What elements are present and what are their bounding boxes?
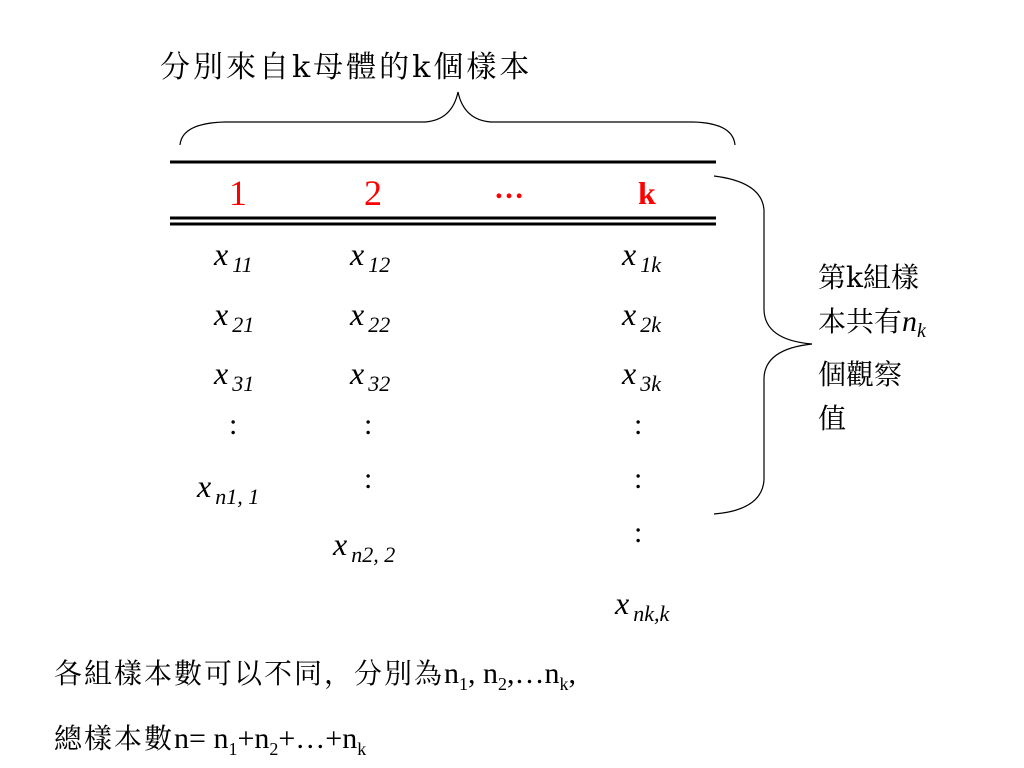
vdots-colk-a: : <box>634 408 643 441</box>
cell-x31: x $_{31}$ <box>214 355 255 396</box>
vdots-colk-b: : <box>634 462 643 495</box>
footer-line2-math-term: $n_k$ <box>342 722 367 759</box>
footer-line2-math-text: + <box>237 722 255 755</box>
top-brace <box>180 92 735 145</box>
side-note <box>818 256 926 441</box>
side-note-line2: 本共有$n_k$ <box>818 305 926 342</box>
footer-line1: 各組樣本數可以不同，分別為$n_1$, $n_2,\dots n_k$, <box>54 657 577 694</box>
vdots-col2-b: : <box>364 462 373 495</box>
cell-x22: x $_{22}$ <box>350 296 391 337</box>
footer-line1-math-term: $n_2$ <box>483 657 508 694</box>
cell-xnk: x $_{nk,k}$ <box>615 585 670 626</box>
cell-x1k: x $_{1k}$ <box>622 236 661 277</box>
cell-xn2: x $_{n2, 2}$ <box>333 526 396 567</box>
header-ellipsis: … <box>494 172 524 205</box>
cell-xn1: x $_{n1, 1}$ <box>197 468 260 509</box>
footer-line2-math-term: $n_1$ <box>213 722 238 759</box>
diagram-title: 分別來自k母體的k個樣本 <box>160 50 533 85</box>
footer-line1-math-term: $n_k$ <box>544 657 569 694</box>
cell-x32: x $_{32}$ <box>350 355 391 396</box>
side-note-line1: 第k組樣 <box>818 261 919 294</box>
vdots-colk-c: : <box>634 516 643 549</box>
header-col-2: 2 <box>364 173 382 213</box>
cell-x11: x $_{11}$ <box>214 236 253 277</box>
footer-line2-math-term: $n_2$ <box>254 722 279 759</box>
cell-x21: x $_{21}$ <box>214 296 255 337</box>
vdots-col1: : <box>229 408 238 441</box>
vdots-col2-a: : <box>364 408 373 441</box>
header-col-1: 1 <box>229 173 247 213</box>
footer-line2-math-text: n= <box>174 722 214 755</box>
footer-line1-math-text: , <box>468 657 484 690</box>
cell-x12: x $_{12}$ <box>350 236 391 277</box>
side-note-line3: 個觀察 <box>818 358 903 391</box>
cell-x2k: x $_{2k}$ <box>622 296 661 337</box>
footer-line1-math-text: , <box>568 657 577 690</box>
footer-line1-math-term: $n_1$ <box>444 657 469 694</box>
footer-line2: 總樣本數$n= n_1+n_2+\dots+n_k$ <box>54 722 367 759</box>
cell-x3k: x $_{3k}$ <box>622 355 661 396</box>
footer-line2-math-text: +…+ <box>278 722 343 755</box>
footer-line1-math-text: ,… <box>507 657 545 690</box>
right-brace <box>714 176 812 514</box>
side-note-line4: 值 <box>818 402 847 435</box>
header-col-k: k <box>638 175 656 211</box>
